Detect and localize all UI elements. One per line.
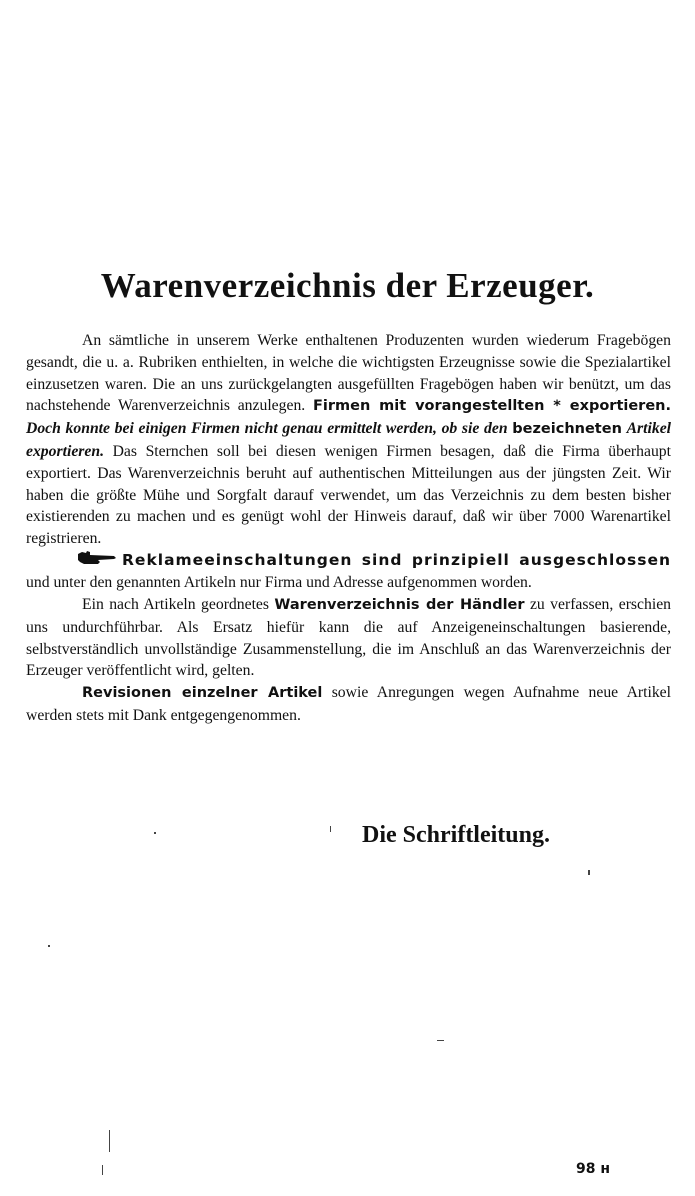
print-speck <box>154 832 156 834</box>
print-speck <box>330 826 331 832</box>
paragraph-intro <box>26 330 671 550</box>
print-speck <box>437 1040 444 1041</box>
page-number: 98 н <box>576 1161 611 1177</box>
dealers-text-end: zu verfassen, erschien uns undurchführbar. Als Ersatz hiefür kann die auf Anzeigeneinschaltungen basierende, selbstverständlich unvollständige Zusammenstellung, die im Anschluß an das Warenverzeichnis der Erzeuger veröffentlicht wird, gelten. <box>26 596 672 680</box>
page-title: Warenverzeichnis der Erzeuger. <box>100 266 595 305</box>
paragraph-revisions <box>26 682 671 727</box>
uncertain-export-note: Doch konnte bei einigen Firmen nicht genau ermittelt werden, ob sie den <box>26 420 508 438</box>
advertising-excluded-note: Reklameeinschaltungen sind prinzipiell ausgeschlossen <box>122 550 671 569</box>
print-speck <box>48 945 50 947</box>
pointing-hand-icon <box>78 550 116 572</box>
paragraph-advertising <box>26 550 671 594</box>
print-speck <box>109 1130 110 1152</box>
advertising-text: und unter den genannten Artikeln nur Firma und Adresse aufgenommen worden. <box>26 574 532 592</box>
articles-export-note: Artikel exportieren. <box>26 420 672 460</box>
revisions-text: sowie Anregungen wegen Aufnahme neue Artikel werden stets mit Dank entgegengenommen. <box>26 684 672 725</box>
intro-text: An sämtliche in unserem Werke enthaltenen Produzenten wurden wiederum Fragebögen gesandt, die u. a. Rubriken enthielten, in welche die wichtigsten Erzeugnisse sowie die Spezialartikel einzusetzen waren. Die an uns zurückgelangten ausgefüllten Fragebögen haben wir benützt, um das nachstehende Warenverzeichnis anzulegen. <box>26 332 671 415</box>
export-note: Firmen mit vorangestellten * exportieren. <box>313 398 671 415</box>
signature: Die Schriftleitung. <box>362 822 550 848</box>
revisions-label: Revisionen einzelner Artikel <box>82 685 323 702</box>
designated-word: bezeichneten <box>512 421 622 438</box>
dealers-text-start: Ein nach Artikeln geordnetes <box>82 596 269 614</box>
print-speck <box>102 1165 103 1175</box>
body-text <box>26 330 671 727</box>
paragraph-dealers <box>26 594 671 682</box>
dealers-directory-label: Warenverzeichnis der Händler <box>274 597 525 614</box>
asterisk-explanation: Das Sternchen soll bei diesen wenigen Firmen besagen, daß die Firma überhaupt exportiert. Das Warenverzeichnis beruht auf authentischen Mitteilungen aus der jüngsten Zeit. Wir haben die größte Mühe und Sorgfalt darauf verwendet, um das Verzeichnis zu dem besten bisher existierenden zu machen und es genügt wohl der Hinweis darauf, daß wir über 7000 Warenartikel registrieren. <box>26 442 671 548</box>
print-speck <box>588 870 590 875</box>
